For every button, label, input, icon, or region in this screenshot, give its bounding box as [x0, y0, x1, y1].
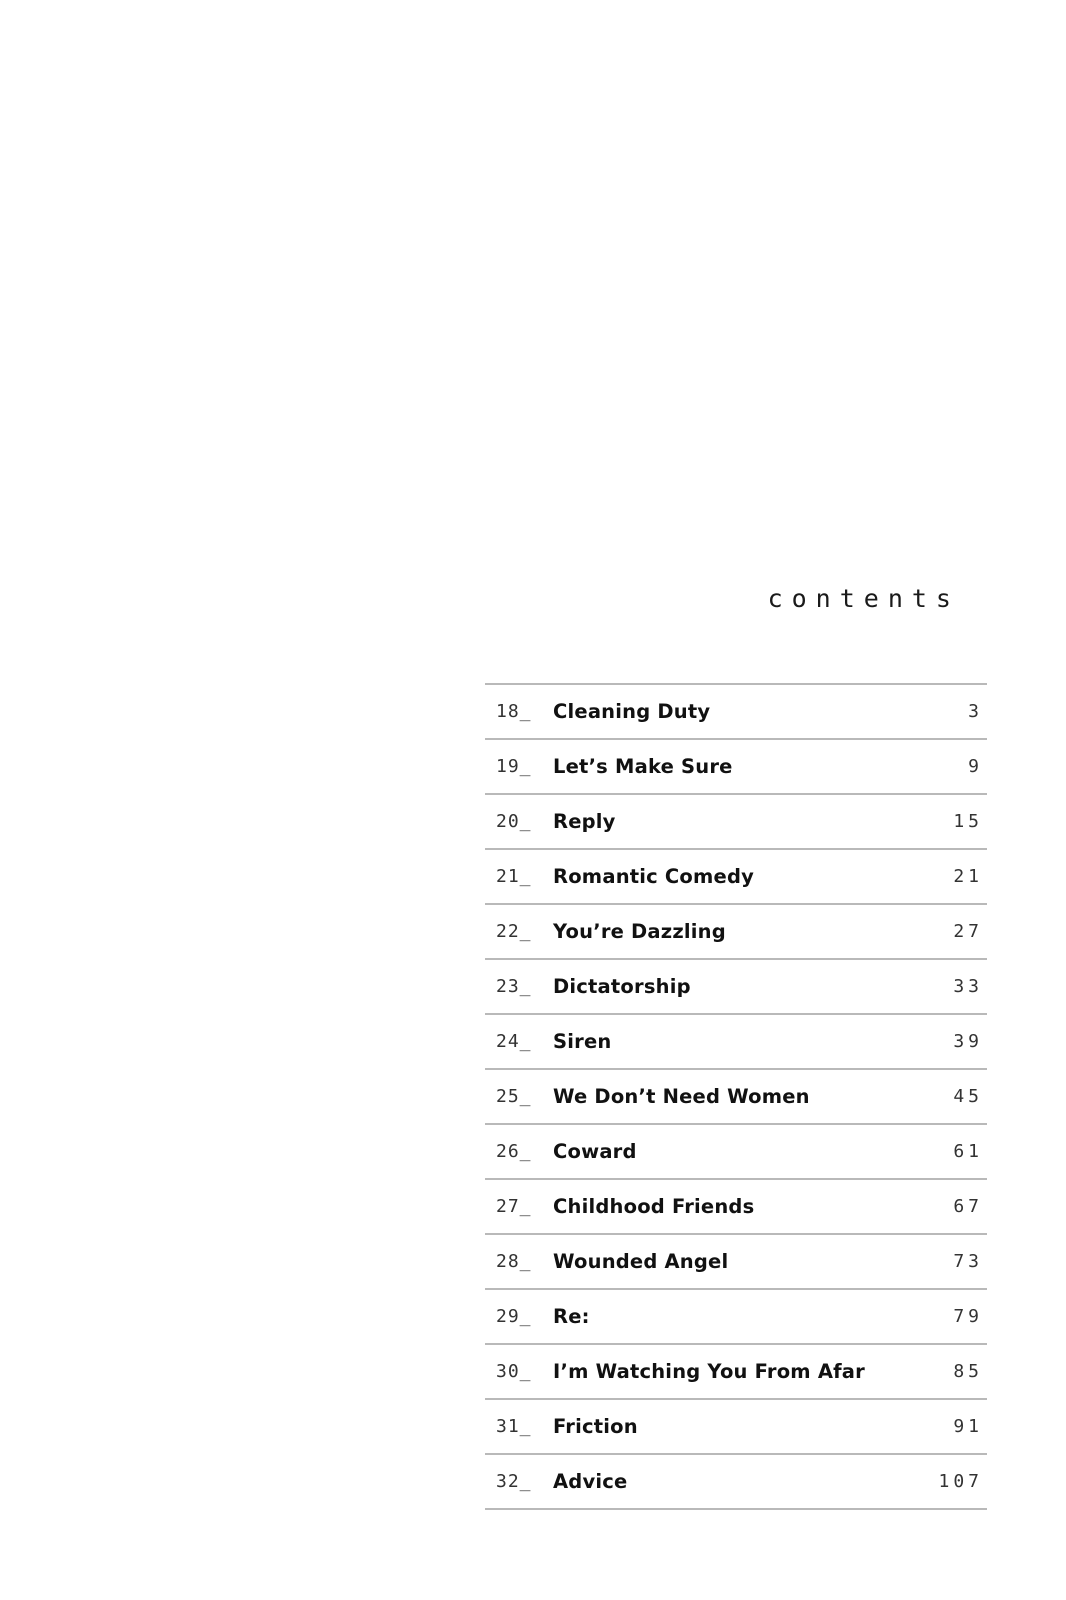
- chapter-number: 24_: [496, 1031, 532, 1052]
- page-number: 21: [953, 866, 983, 887]
- page-number: 33: [953, 976, 983, 997]
- page-number: 3: [968, 701, 983, 722]
- chapter-number: 27_: [496, 1196, 532, 1217]
- page-number: 73: [953, 1251, 983, 1272]
- chapter-title: We Don’t Need Women: [553, 1085, 810, 1108]
- table-of-contents: [485, 683, 987, 1510]
- chapter-number: 21_: [496, 866, 532, 887]
- toc-entry[interactable]: [485, 960, 987, 1015]
- chapter-number: 29_: [496, 1306, 532, 1327]
- chapter-number: 28_: [496, 1251, 532, 1272]
- toc-entry[interactable]: [485, 1070, 987, 1125]
- page-number: 107: [938, 1471, 983, 1492]
- chapter-title: Cleaning Duty: [553, 700, 711, 723]
- toc-entry[interactable]: [485, 795, 987, 850]
- chapter-number: 26_: [496, 1141, 532, 1162]
- chapter-number: 19_: [496, 756, 532, 777]
- toc-entry[interactable]: [485, 1345, 987, 1400]
- page-number: 9: [968, 756, 983, 777]
- page-number: 91: [953, 1416, 983, 1437]
- toc-entry[interactable]: [485, 1015, 987, 1070]
- toc-entry[interactable]: [485, 1125, 987, 1180]
- chapter-title: Childhood Friends: [553, 1195, 755, 1218]
- toc-entry[interactable]: [485, 1180, 987, 1235]
- chapter-number: 32_: [496, 1471, 532, 1492]
- chapter-number: 30_: [496, 1361, 532, 1382]
- toc-entry[interactable]: [485, 1235, 987, 1290]
- chapter-title: Reply: [553, 810, 616, 833]
- chapter-title: Wounded Angel: [553, 1250, 729, 1273]
- page-number: 79: [953, 1306, 983, 1327]
- chapter-title: You’re Dazzling: [553, 920, 726, 943]
- chapter-title: Coward: [553, 1140, 637, 1163]
- chapter-number: 22_: [496, 921, 532, 942]
- chapter-number: 18_: [496, 701, 532, 722]
- chapter-title: Advice: [553, 1470, 628, 1493]
- page-number: 15: [953, 811, 983, 832]
- page-number: 45: [953, 1086, 983, 1107]
- page-number: 61: [953, 1141, 983, 1162]
- toc-entry[interactable]: [485, 740, 987, 795]
- chapter-title: Dictatorship: [553, 975, 691, 998]
- toc-entry[interactable]: [485, 1455, 987, 1510]
- chapter-title: Re:: [553, 1305, 590, 1328]
- contents-heading: contents: [767, 584, 960, 613]
- toc-entry[interactable]: [485, 905, 987, 960]
- chapter-number: 31_: [496, 1416, 532, 1437]
- page-number: 39: [953, 1031, 983, 1052]
- chapter-title: Let’s Make Sure: [553, 755, 733, 778]
- toc-entry[interactable]: [485, 1400, 987, 1455]
- toc-entry[interactable]: [485, 685, 987, 740]
- page-number: 67: [953, 1196, 983, 1217]
- page-number: 85: [953, 1361, 983, 1382]
- page-number: 27: [953, 921, 983, 942]
- toc-entry[interactable]: [485, 1290, 987, 1345]
- chapter-title: Siren: [553, 1030, 612, 1053]
- chapter-number: 20_: [496, 811, 532, 832]
- chapter-title: I’m Watching You From Afar: [553, 1360, 865, 1383]
- toc-entry[interactable]: [485, 850, 987, 905]
- chapter-title: Romantic Comedy: [553, 865, 755, 888]
- chapter-number: 23_: [496, 976, 532, 997]
- chapter-title: Friction: [553, 1415, 638, 1438]
- chapter-number: 25_: [496, 1086, 532, 1107]
